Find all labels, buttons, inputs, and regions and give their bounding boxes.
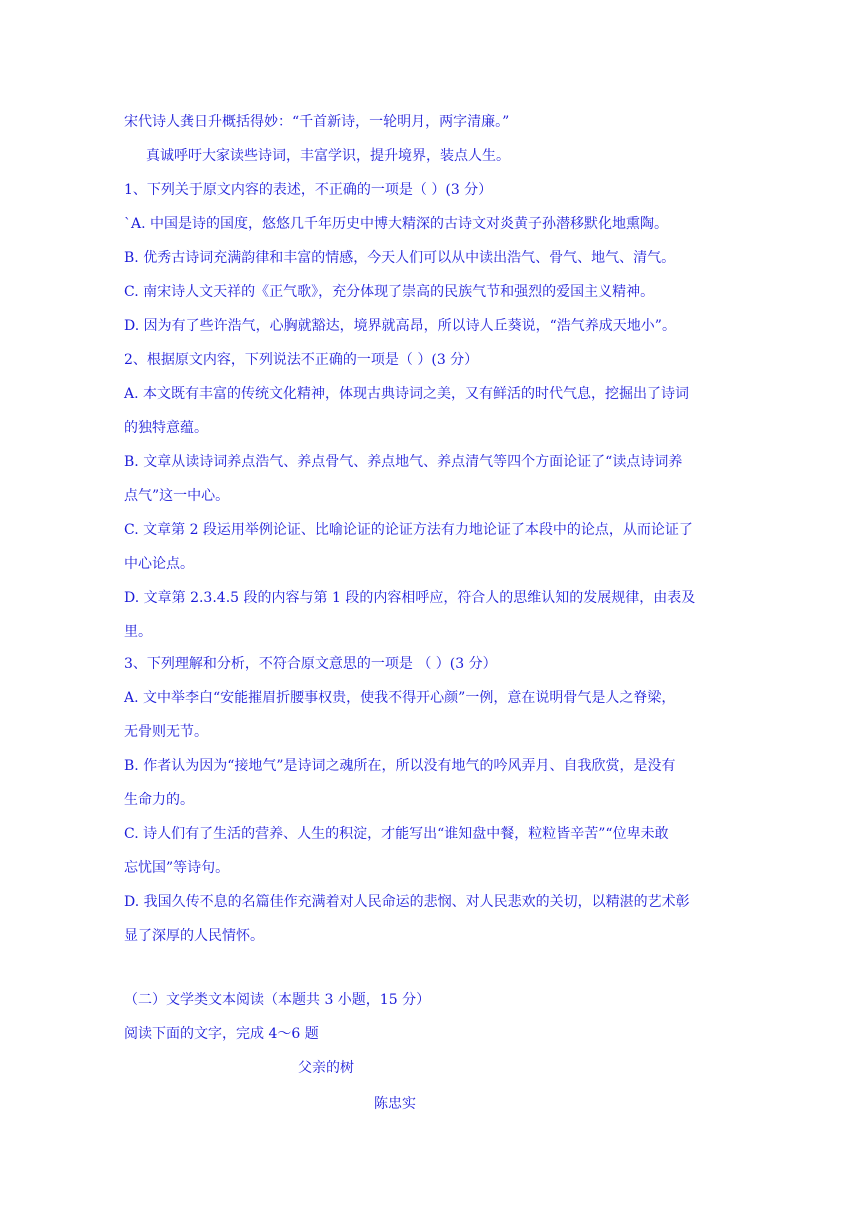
paragraph-line: 真诚呼吁大家读些诗词，丰富学识，提升境界，装点人生。 bbox=[146, 148, 510, 164]
question-3-option-a-cont: 无骨则无节。 bbox=[124, 724, 208, 740]
question-3-stem: 3、下列理解和分析，不符合原文意思的一项是 （ ）(3 分） bbox=[124, 656, 497, 672]
article-title: 父亲的树 bbox=[298, 1060, 354, 1076]
question-1-option-a: `A. 中国是诗的国度，悠悠几千年历史中博大精深的古诗文对炎黄子孙潜移默化地熏陶。 bbox=[124, 216, 669, 232]
question-1-option-c: C. 南宋诗人文天祥的《正气歌》，充分体现了崇高的民族气节和强烈的爱国主义精神。 bbox=[124, 284, 655, 300]
question-3-option-b-cont: 生命力的。 bbox=[124, 792, 194, 808]
question-1-stem: 1、下列关于原文内容的表述，不正确的一项是（ ）(3 分） bbox=[124, 182, 493, 198]
question-2-option-b: B. 文章从读诗词养点浩气、养点骨气、养点地气、养点清气等四个方面论证了“读点诗词养 bbox=[124, 454, 683, 470]
question-1-option-d: D. 因为有了些许浩气，心胸就豁达，境界就高昂，所以诗人丘葵说，“浩气养成天地小”。 bbox=[124, 318, 676, 334]
reading-instruction: 阅读下面的文字，完成 4～6 题 bbox=[124, 1026, 319, 1042]
question-2-stem: 2、根据原文内容，下列说法不正确的一项是（ ）(3 分） bbox=[124, 352, 479, 368]
question-3-option-c-cont: 忘忧国”等诗句。 bbox=[124, 860, 230, 876]
question-2-option-a: A. 本文既有丰富的传统文化精神，体现古典诗词之美，又有鲜活的时代气息，挖掘出了诗词 bbox=[124, 386, 690, 402]
question-1-option-b: B. 优秀古诗词充满韵律和丰富的情感，今天人们可以从中读出浩气、骨气、地气、清气。 bbox=[124, 250, 676, 266]
question-2-option-d: D. 文章第 2.3.4.5 段的内容与第 1 段的内容相呼应，符合人的思维认知的发展规律，由表及 bbox=[124, 590, 696, 606]
paragraph-line: 宋代诗人龚日升概括得妙：“千首新诗，一轮明月，两字清廉。” bbox=[124, 114, 510, 130]
article-author: 陈忠实 bbox=[374, 1096, 416, 1112]
question-2-option-c-cont: 中心论点。 bbox=[124, 556, 194, 572]
question-2-option-a-cont: 的独特意蕴。 bbox=[124, 420, 208, 436]
question-3-option-b: B. 作者认为因为“接地气”是诗词之魂所在，所以没有地气的吟风弄月、自我欣赏，是没有 bbox=[124, 758, 676, 774]
question-2-option-d-cont: 里。 bbox=[124, 624, 152, 640]
question-3-option-a: A. 文中举李白“安能摧眉折腰事权贵，使我不得开心颜”一例，意在说明骨气是人之脊梁， bbox=[124, 690, 676, 706]
question-2-option-c: C. 文章第 2 段运用举例论证、比喻论证的论证方法有力地论证了本段中的论点，从而论证了 bbox=[124, 522, 693, 538]
question-3-option-d: D. 我国久传不息的名篇佳作充满着对人民命运的悲悯、对人民悲欢的关切，以精湛的艺术彰 bbox=[124, 894, 690, 910]
section-heading: （二）文学类文本阅读（本题共 3 小题，15 分） bbox=[124, 992, 431, 1008]
question-3-option-c: C. 诗人们有了生活的营养、人生的积淀，才能写出“谁知盘中餐，粒粒皆辛苦”“位卑未敢 bbox=[124, 826, 669, 842]
question-3-option-d-cont: 显了深厚的人民情怀。 bbox=[124, 928, 264, 944]
question-2-option-b-cont: 点气”这一中心。 bbox=[124, 488, 230, 504]
